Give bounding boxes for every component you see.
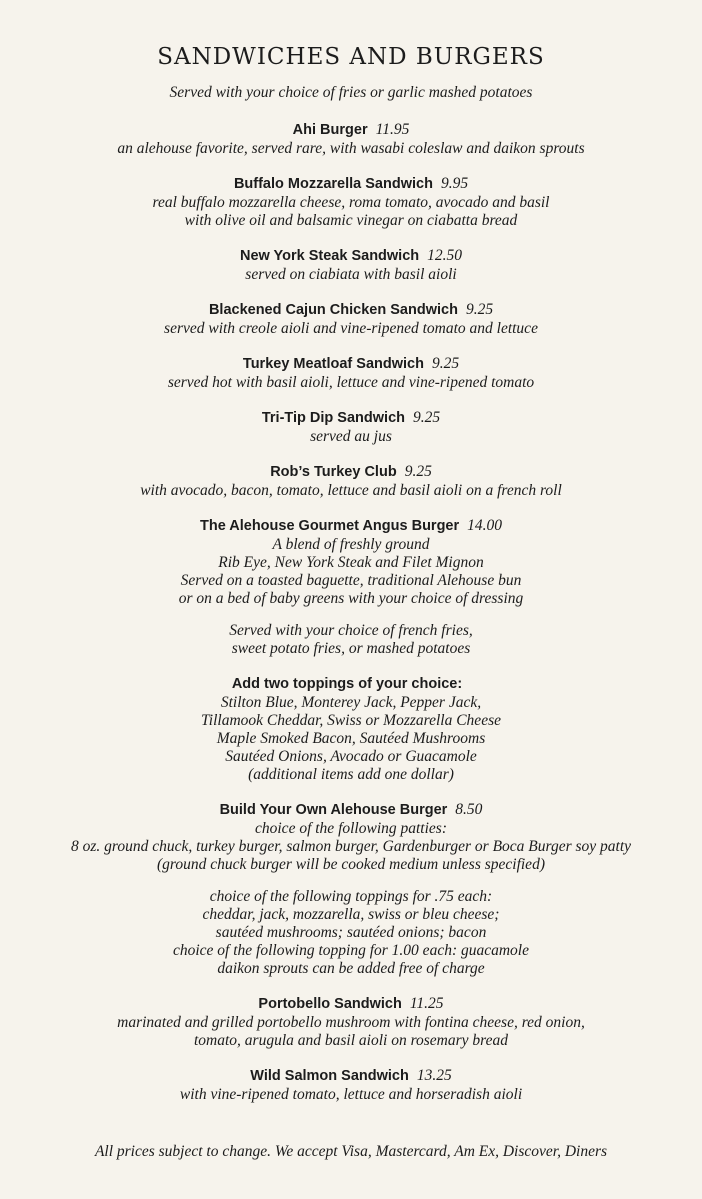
menu-item-price: 9.25 [404, 463, 432, 480]
menu-item-heading [0, 354, 702, 374]
menu-item-price: 9.95 [440, 175, 469, 192]
menu-item-description: (ground chuck burger will be cooked medium unless specified) [157, 856, 545, 873]
menu-item-name: Add two toppings of your choice: [231, 676, 463, 692]
menu-item-name: Wild Salmon Sandwich [250, 1068, 409, 1084]
menu-item-description: sweet potato fries, or mashed potatoes [231, 640, 471, 657]
menu-item-price: 9.25 [465, 301, 494, 318]
menu-item-name: New York Steak Sandwich [239, 248, 420, 264]
menu-item-description: Served on a toasted baguette, traditional Alehouse bun [180, 572, 522, 589]
menu-item-heading [0, 300, 702, 320]
menu-item-description: A blend of freshly ground [272, 536, 430, 553]
menu-item-description: real buffalo mozzarella cheese, roma tomato, avocado and basil [152, 194, 550, 211]
menu-item-description: (additional items add one dollar) [248, 766, 454, 783]
menu-item-description: served with creole aioli and vine-ripened tomato and lettuce [164, 320, 538, 337]
menu-item-name: Tri-Tip Dip Sandwich [261, 410, 405, 426]
menu-item-description: tomato, arugula and basil aioli on rosemary bread [193, 1032, 509, 1049]
menu-item-description: or on a bed of baby greens with your choice of dressing [178, 590, 524, 607]
menu-item-heading [0, 800, 702, 820]
menu-item-heading [0, 674, 702, 694]
menu-item [0, 994, 702, 1050]
menu-item-description: served on ciabiata with basil aioli [245, 266, 457, 283]
menu-item [0, 674, 702, 784]
menu-item-heading [0, 516, 702, 536]
menu-item-description: with vine-ripened tomato, lettuce and horseradish aioli [179, 1086, 523, 1103]
menu-item-price: 13.25 [416, 1067, 452, 1084]
menu-item-price: 14.00 [467, 517, 503, 534]
menu-item-name: Ahi Burger [292, 122, 368, 138]
menu-item-name: Rob’s Turkey Club [270, 464, 397, 480]
menu-subtitle: Served with your choice of fries or garlic mashed potatoes [169, 84, 533, 101]
menu-item-name: The Alehouse Gourmet Angus Burger [199, 518, 460, 534]
menu-item-description: sautéed mushrooms; sautéed onions; bacon [215, 924, 487, 941]
menu-item-description: Tillamook Cheddar, Swiss or Mozzarella Cheese [201, 712, 501, 729]
menu-item [0, 516, 702, 658]
menu-item [0, 300, 702, 338]
menu-item-description: Sautéed Onions, Avocado or Guacamole [225, 748, 477, 765]
menu-item [0, 174, 702, 230]
menu-item-name: Buffalo Mozzarella Sandwich [233, 176, 433, 192]
menu-item-description: Maple Smoked Bacon, Sautéed Mushrooms [216, 730, 486, 747]
menu-item-heading [0, 1066, 702, 1086]
menu-item [0, 462, 702, 500]
menu-item-description: an alehouse favorite, served rare, with wasabi coleslaw and daikon sprouts [117, 140, 585, 157]
menu-footer: All prices subject to change. We accept Visa, Mastercard, Am Ex, Discover, Diners [94, 1143, 608, 1160]
menu-item-price: 9.25 [413, 409, 441, 426]
menu-item-description: Served with your choice of french fries, [229, 622, 473, 639]
menu-item-description: with avocado, bacon, tomato, lettuce and basil aioli on a french roll [140, 482, 562, 499]
menu-item-description: choice of the following patties: [255, 820, 447, 837]
menu-item-name: Portobello Sandwich [258, 996, 402, 1012]
menu-item-heading [0, 120, 702, 140]
menu-item-price: 11.95 [375, 121, 410, 138]
menu-item-price: 9.25 [431, 355, 460, 372]
menu-item-price: 8.50 [455, 801, 483, 818]
menu-item-description: daikon sprouts can be added free of charge [217, 960, 485, 977]
menu-item-name: Blackened Cajun Chicken Sandwich [208, 302, 458, 318]
menu-item-description: served au jus [310, 428, 392, 445]
menu-item-description: 8 oz. ground chuck, turkey burger, salmon burger, Gardenburger or Boca Burger soy patty [70, 838, 632, 855]
menu-item-name: Turkey Meatloaf Sandwich [242, 356, 424, 372]
menu-item-description: choice of the following toppings for .75 each: [209, 888, 493, 905]
menu-item [0, 246, 702, 284]
menu-items [0, 120, 702, 1104]
menu-item-description: Rib Eye, New York Steak and Filet Mignon [218, 554, 484, 571]
menu-item-price: 11.25 [409, 995, 444, 1012]
menu-item-price: 12.50 [427, 247, 463, 264]
menu-item-heading [0, 174, 702, 194]
menu-title: SANDWICHES AND BURGERS [157, 44, 545, 70]
menu-item-description: marinated and grilled portobello mushroom with fontina cheese, red onion, [117, 1014, 585, 1031]
menu-item-description: Stilton Blue, Monterey Jack, Pepper Jack, [220, 694, 482, 711]
menu-item [0, 354, 702, 392]
menu-item-description: with olive oil and balsamic vinegar on ciabatta bread [184, 212, 518, 229]
menu-item-heading [0, 408, 702, 428]
menu-item-heading [0, 994, 702, 1014]
menu-item [0, 1066, 702, 1104]
menu-item-description: cheddar, jack, mozzarella, swiss or bleu cheese; [202, 906, 500, 923]
menu-item-description: served hot with basil aioli, lettuce and vine-ripened tomato [167, 374, 535, 391]
menu-item-name: Build Your Own Alehouse Burger [219, 802, 448, 818]
menu-item [0, 408, 702, 446]
menu-item-heading [0, 462, 702, 482]
menu-item-heading [0, 246, 702, 266]
menu-item [0, 120, 702, 158]
menu-item-description: choice of the following topping for 1.00 each: guacamole [172, 942, 529, 959]
menu-item [0, 800, 702, 978]
